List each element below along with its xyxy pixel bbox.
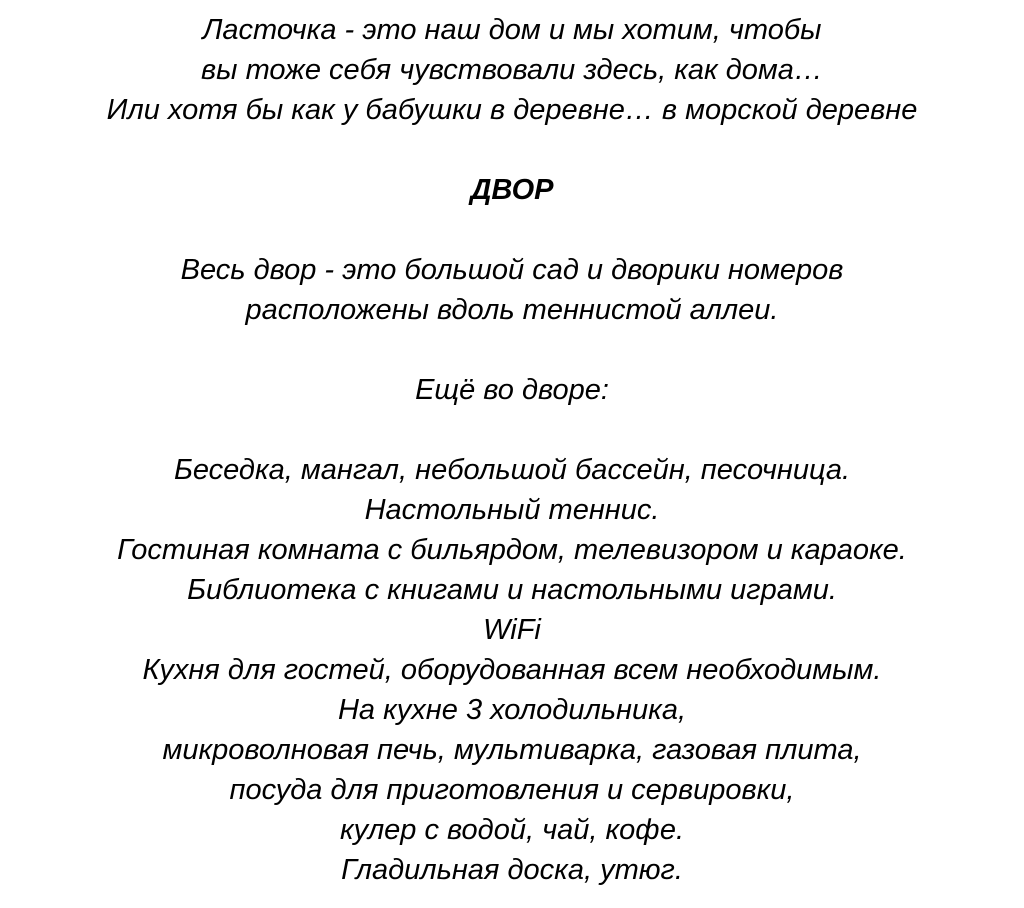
amenity-line: посуда для приготовления и сервировки, — [229, 774, 795, 806]
intro-line: Или хотя бы как у бабушки в деревне… в морской деревне — [106, 94, 918, 126]
amenity-line: Беседка, мангал, небольшой бассейн, песочница. — [173, 454, 851, 486]
amenity-line: Гостиная комната с бильярдом, телевизором и караоке. — [117, 534, 907, 566]
amenity-line: Кухня для гостей, оборудованная всем необходимым. — [142, 654, 882, 686]
intro-line: Ласточка - это наш дом и мы хотим, чтобы — [202, 14, 822, 46]
yard-description-line: расположены вдоль теннистой аллеи. — [245, 294, 779, 326]
also-heading: Ещё во дворе: — [415, 374, 609, 406]
section-title: ДВОР — [470, 174, 554, 206]
amenity-line: микроволновая печь, мультиварка, газовая плита, — [162, 734, 862, 766]
amenity-line: Настольный теннис. — [364, 494, 660, 526]
amenity-line: кулер с водой, чай, кофе. — [339, 814, 685, 846]
intro-line: вы тоже себя чувствовали здесь, как дома… — [201, 54, 823, 86]
yard-description-line: Весь двор - это большой сад и дворики номеров — [180, 254, 844, 286]
amenity-line: WiFi — [483, 614, 541, 646]
amenity-line: Гладильная доска, утюг. — [341, 854, 683, 886]
amenity-line: Библиотека с книгами и настольными играми. — [187, 574, 837, 606]
amenity-line: На кухне 3 холодильника, — [337, 694, 687, 726]
